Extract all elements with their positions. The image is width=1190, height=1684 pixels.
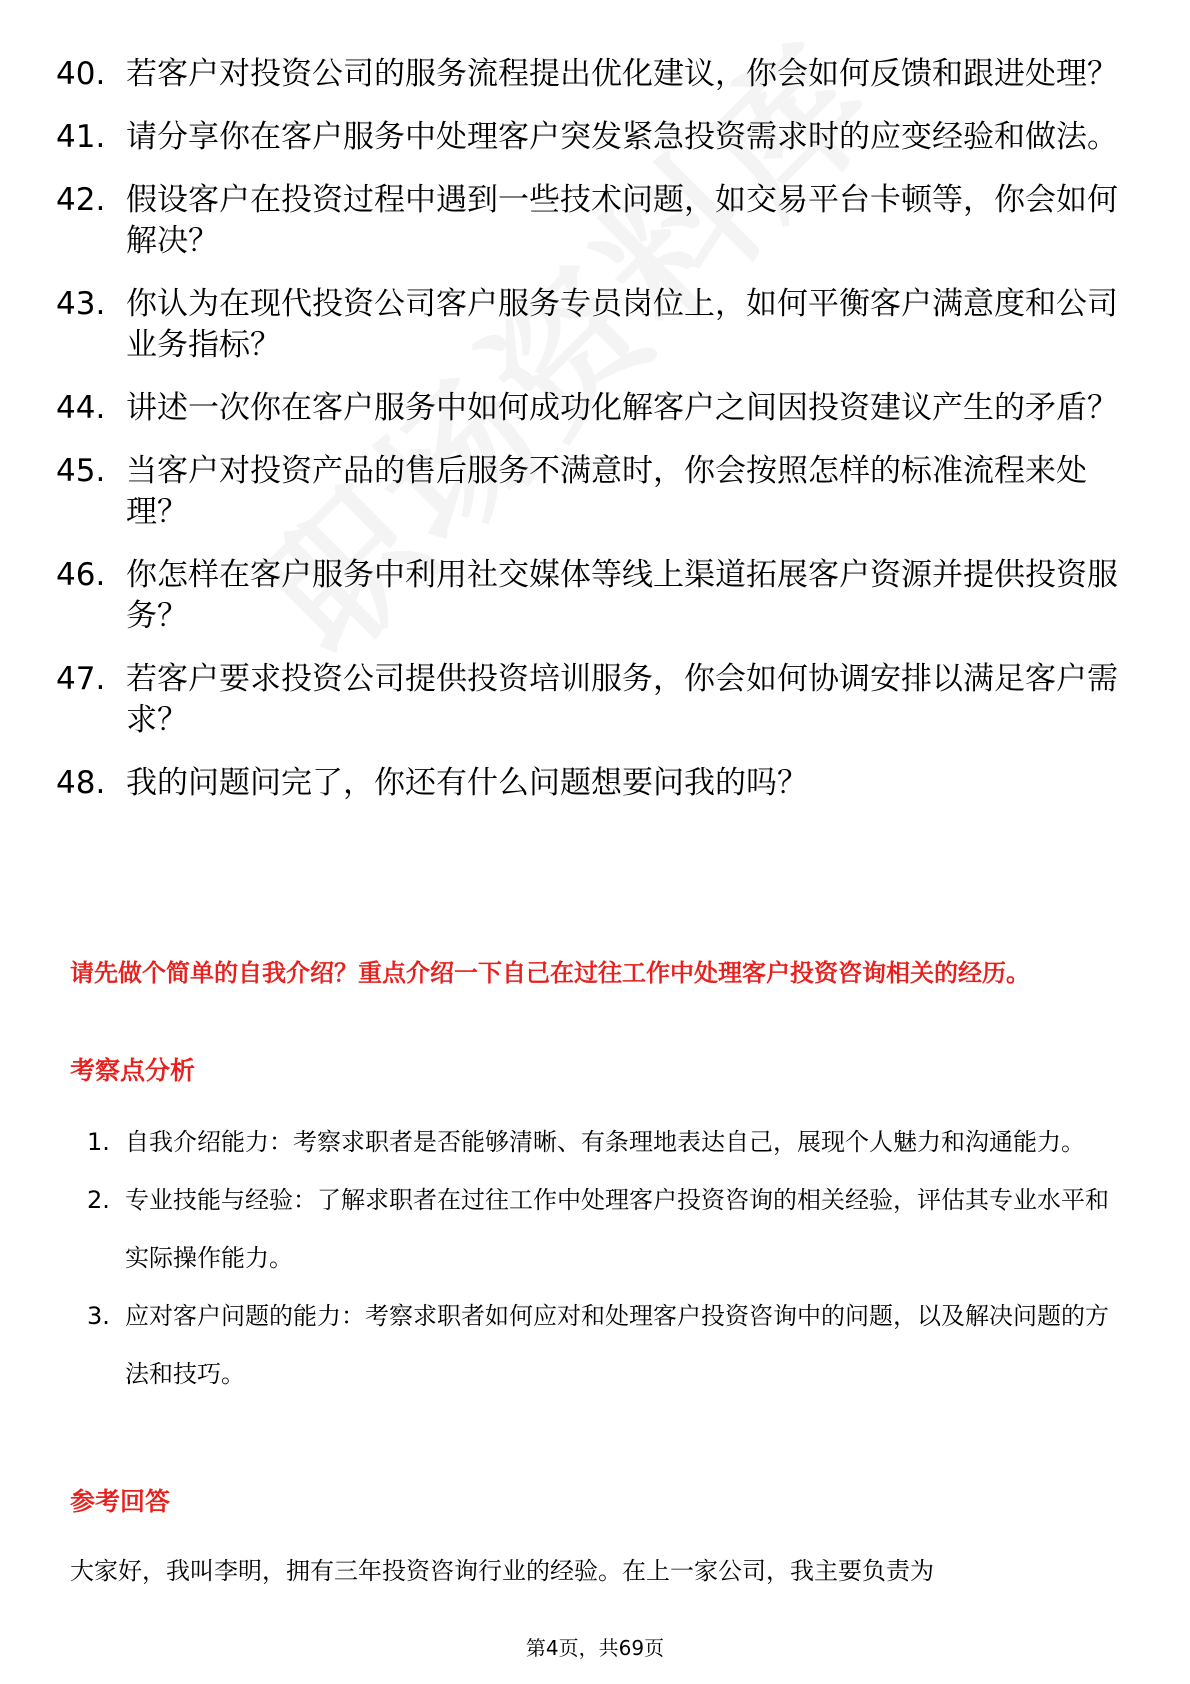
question-item xyxy=(0,555,1190,637)
question-text: 若客户对投资公司的服务流程提出优化建议，你会如何反馈和跟进处理？ xyxy=(126,56,1118,92)
question-number: 46. xyxy=(56,557,106,593)
analysis-text: 自我介绍能力：考察求职者是否能够清晰、有条理地表达自己，展现个人魅力和沟通能力。 xyxy=(125,1128,1085,1156)
reference-heading: 参考回答 xyxy=(70,1487,171,1516)
question-list xyxy=(0,54,1190,826)
question-item xyxy=(0,180,1190,262)
analysis-number: 2. xyxy=(87,1186,110,1214)
question-item xyxy=(0,117,1190,158)
analysis-item xyxy=(0,1113,1190,1171)
question-text: 若客户要求投资公司提供投资培训服务，你会如何协调安排以满足客户需求？ xyxy=(126,661,1118,738)
question-number: 48. xyxy=(56,765,106,801)
question-item xyxy=(0,284,1190,366)
analysis-item xyxy=(0,1287,1190,1403)
analysis-heading: 考察点分析 xyxy=(70,1056,196,1085)
analysis-list xyxy=(0,1113,1190,1403)
question-item xyxy=(0,388,1190,429)
page-footer: 第4页，共69页 xyxy=(525,1636,665,1660)
question-text: 请分享你在客户服务中处理客户突发紧急投资需求时的应变经验和做法。 xyxy=(126,119,1118,155)
question-text: 讲述一次你在客户服务中如何成功化解客户之间因投资建议产生的矛盾？ xyxy=(126,390,1118,426)
question-number: 40. xyxy=(56,56,106,92)
question-number: 43. xyxy=(56,286,106,322)
question-text: 我的问题问完了，你还有什么问题想要问我的吗？ xyxy=(126,765,808,801)
question-item xyxy=(0,54,1190,95)
question-item xyxy=(0,451,1190,533)
question-text: 假设客户在投资过程中遇到一些技术问题，如交易平台卡顿等，你会如何解决？ xyxy=(126,182,1118,259)
question-text: 当客户对投资产品的售后服务不满意时，你会按照怎样的标准流程来处理？ xyxy=(126,453,1087,530)
question-number: 45. xyxy=(56,453,106,489)
analysis-number: 3. xyxy=(87,1302,110,1330)
question-number: 42. xyxy=(56,182,106,218)
reference-answer-text: 大家好，我叫李明，拥有三年投资咨询行业的经验。在上一家公司，我主要负责为 xyxy=(70,1557,934,1585)
question-item xyxy=(0,659,1190,741)
question-number: 41. xyxy=(56,119,106,155)
analysis-item xyxy=(0,1171,1190,1287)
highlight-question: 请先做个简单的自我介绍？重点介绍一下自己在过往工作中处理客户投资咨询相关的经历。 xyxy=(70,959,1030,987)
question-text: 你怎样在客户服务中利用社交媒体等线上渠道拓展客户资源并提供投资服务？ xyxy=(126,557,1118,634)
question-text: 你认为在现代投资公司客户服务专员岗位上，如何平衡客户满意度和公司业务指标？ xyxy=(126,286,1118,363)
question-number: 47. xyxy=(56,661,106,697)
question-item xyxy=(0,763,1190,804)
question-number: 44. xyxy=(56,390,106,426)
analysis-text: 专业技能与经验：了解求职者在过往工作中处理客户投资咨询的相关经验，评估其专业水平和实际操作能力。 xyxy=(125,1186,1109,1272)
analysis-text: 应对客户问题的能力：考察求职者如何应对和处理客户投资咨询中的问题，以及解决问题的方法和技巧。 xyxy=(125,1302,1109,1388)
analysis-number: 1. xyxy=(87,1128,110,1156)
